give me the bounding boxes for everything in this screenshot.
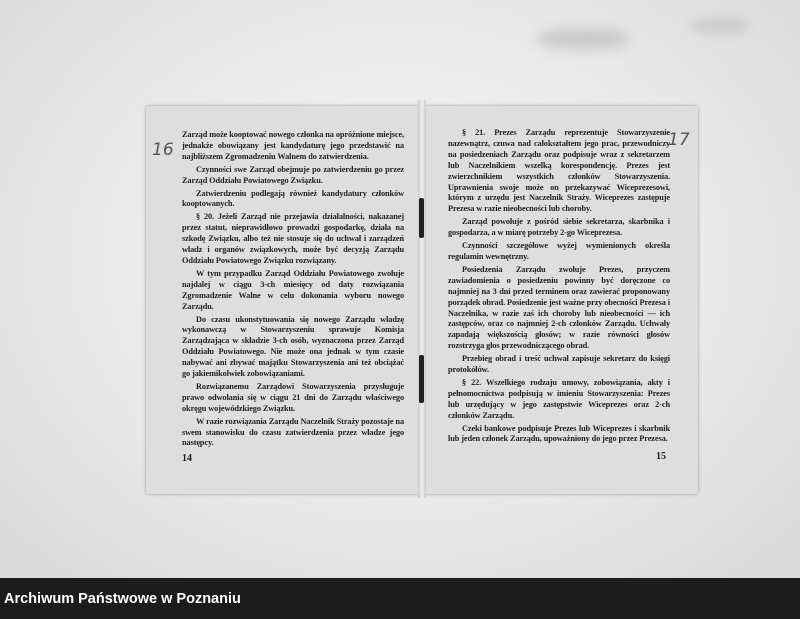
paragraph: Czeki bankowe podpisuje Prezes lub Wiceprezes i skarbnik lub jeden członek Zarządu, upoważniony do jego przez Prezesa. bbox=[448, 423, 670, 444]
handwritten-page-note-left: 16 bbox=[152, 140, 174, 160]
paragraph: § 21. Prezes Zarządu reprezentuje Stowarzyszenie nazewnątrz, czuwa nad całokształtem jego prac, przewodniczy na posiedzeniach Zarządu oraz podpisuje wraz z sekretarzem lub Naczelnikiem wszelką korespondencję. Prezes jest zwierzchnikiem wszystkich członków Stowarzyszenia. Uprawnienia swoje może on przekazywać Wiceprezesowi, którym z urzędu jest Naczelnik Straży. Wiceprezes zastępuje Prezesa w razie nieobecności lub choroby. bbox=[448, 128, 670, 214]
right-page-text bbox=[448, 128, 670, 447]
paragraph: § 20. Jeżeli Zarząd nie przejawia działalności, nakazanej przez statut, nieprawidłowo prowadzi gospodarkę, działa na szkodę Związku, albo też nie stosuje się do uchwał i zarządzeń władz i organów związkowych, może być decyzją Zarządu Oddziału Powiatowego Związku rozwiązany. bbox=[182, 212, 404, 265]
paragraph: Do czasu ukonstytuowania się nowego Zarządu władzę wykonawczą w Stowarzyszeniu sprawuje Komisja Zarządzająca w składzie 3-ch osób, wyznaczona przez Zarząd Oddziału Powiatowego. Nie może ona jednak w tym czasie nabywać ani zbywać majątku Stowarzyszenia ani też obciążać go jakiemikolwiek zobowiązaniami. bbox=[182, 314, 404, 379]
paragraph: Przebieg obrad i treść uchwał zapisuje sekretarz do księgi protokółów. bbox=[448, 354, 670, 375]
archive-footer bbox=[0, 578, 800, 619]
staple bbox=[419, 198, 424, 238]
left-page-text bbox=[182, 130, 404, 451]
page-number-left: 14 bbox=[182, 453, 192, 464]
film-smudge bbox=[690, 18, 750, 34]
paragraph: Zarząd powołuje z pośród siebie sekretarza, skarbnika i gospodarza, a w miarę potrzeby 2-go Wiceprezesa. bbox=[448, 217, 670, 238]
paragraph: W razie rozwiązania Zarządu Naczelnik Straży pozostaje na swem stanowisku do czasu zatwierdzenia przez władze jego następcy. bbox=[182, 416, 404, 448]
paragraph: Czynności szczegółowe wyżej wymienionych określa regulamin wewnętrzny. bbox=[448, 241, 670, 261]
film-smudge bbox=[535, 28, 630, 50]
paragraph: Zatwierdzeniu podlegają również kandydatury członków kooptowanych. bbox=[182, 188, 404, 209]
page-number-right: 15 bbox=[656, 451, 666, 462]
staple bbox=[419, 355, 424, 403]
paragraph: Czynności swe Zarząd obejmuje po zatwierdzeniu go przez Zarząd Oddziału Powiatowego Związku. bbox=[182, 164, 404, 185]
paragraph: Zarząd może kooptować nowego członka na opróżnione miejsce, jednakże obowiązany jest kandydaturę jego przedstawić na najbliższem Zgromadzeniu Walnem do zatwierdzenia. bbox=[182, 130, 404, 161]
archive-caption: Archiwum Państwowe w Poznaniu bbox=[4, 591, 241, 607]
handwritten-page-note-right: 17 bbox=[668, 130, 690, 150]
paragraph: § 22. Wszelkiego rodzaju umowy, zobowiązania, akty i pełnomocnictwa podpisują w imieniu Stowarzyszenia: Prezes lub urzędujący w jego zastępstwie Wiceprezes oraz 2-ch członków Zarządu. bbox=[448, 377, 670, 420]
paragraph: Rozwiązanemu Zarządowi Stowarzyszenia przysługuje prawo odwołania się w ciągu 21 dni do Zarządu właściwego okręgu wojewódzkiego Związku. bbox=[182, 381, 404, 413]
book-gutter bbox=[418, 100, 426, 498]
paragraph: Posiedzenia Zarządu zwołuje Prezes, przyczem zawiadomienia o posiedzeniu powinny być doręczone co najmniej na 3 dni przed terminem oraz zawierać proponowany porządek obrad. Posiedzenie jest ważne przy obecności Prezesa i Naczelnika, w razie zaś ich choroby lub nieobecności — ich zastępców, oraz co najmniej 2-ch członków Zarządu. Uchwały zapadają większością głosów; w razie równości głosów rozstrzyga głos przewodniczącego obrad. bbox=[448, 264, 670, 351]
paragraph: W tym przypadku Zarząd Oddziału Powiatowego zwołuje najdalej w ciągu 3-ch miesięcy od daty rozwiązania Zgromadzenie Walne w celu dokonania wyboru nowego Zarządu. bbox=[182, 268, 404, 311]
